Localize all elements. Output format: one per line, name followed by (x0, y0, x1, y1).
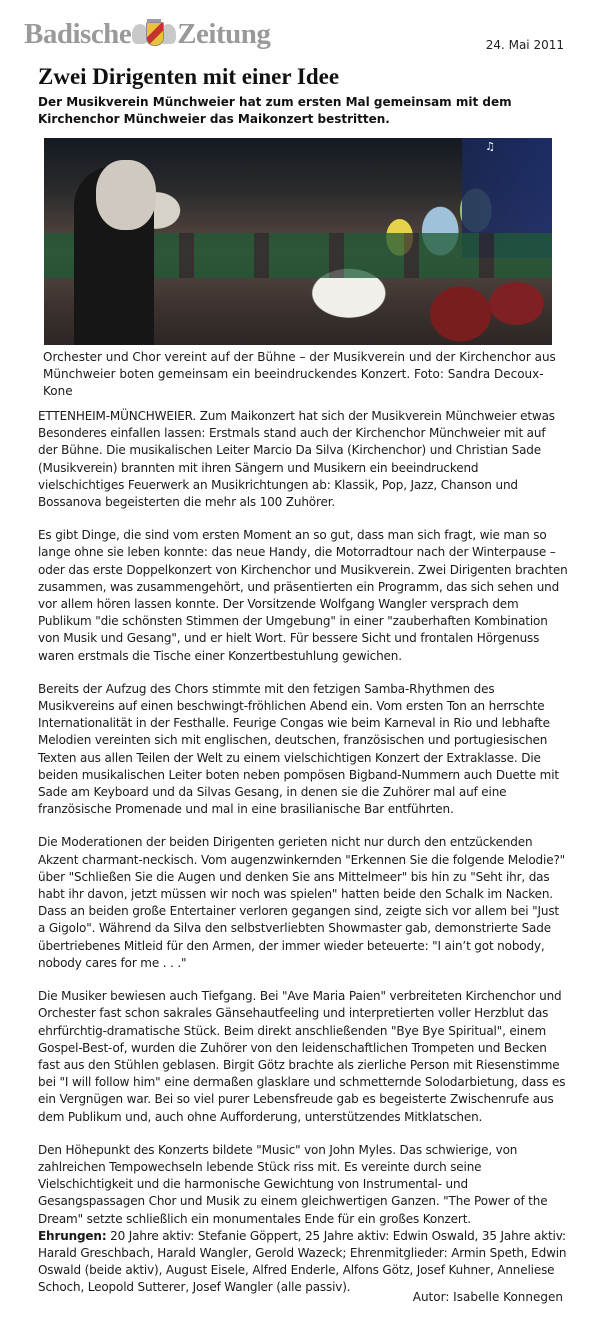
logo-text-left: Badische (24, 17, 132, 50)
conductor-hair (96, 160, 156, 230)
honors-text: 20 Jahre aktiv: Stefanie Göppert, 25 Jahre aktiv: Edwin Oswald, 35 Jahre aktiv: Harald Greschbach, Harald Wangler, Gerold Wazeck; Ehrenmitglieder: Armin Speth, Edwin Oswald (beide aktiv), August Eisele, Alfred Enderle, Alfons Götz, Josef Kuhner, Anneliese Schoch, Leopold Sutterer, Josef Wangler (alle passiv). (38, 1228, 567, 1295)
paragraph-3: Bereits der Aufzug des Chors stimmte mit den fetzigen Samba-Rhythmen des Musikvereins auf einen beschwingt-fröhlichen Abend ein. Vom ersten Ton an herrschte Internationalität in der Festhalle. Feurige Congas wie beim Karneval in Rio und lebhafte Melodien vereinten sich mit englischen, deutschen, französischen und portugiesischen Texten aus allen Teilen der Welt zu einem vielschichtigen Konzert der Extraklasse. Die beiden musikalischen Leiter boten neben pompösen Bigband-Nummern auch Duette mit Sade am Keyboard und da Silvas Gesang, in denen sie die Zuhörer mal auf eine französische Promenade und mal in eine brasilianische Bar entführten. (38, 681, 559, 817)
paragraph-5: Die Musiker bewiesen auch Tiefgang. Bei "Ave Maria Paien" verbreiteten Kirchenchor und Orchester fast schon sakrales Gänsehautfeeling und interpretierten voller Herzblut das ehrfürchtig-dramatische Stück. Beim direkt anschließenden "Bye Bye Spiritual", einem Gospel-Best-of, wurden die Zuhörer von den leidenschaftlichen Trompeten und Becken fast aus den Stühlen geblasen. Birgit Götz brachte als zierliche Person mit Riesenstimme bei "I will follow him" eine dermaßen glasklare und schmetternde Solodarbietung, dass es ein Vergnügen war. Bei so viel purer Lebensfreude gab es begeisterte Zwischenrufe aus dem Publikum und, auch ohne Aufforderung, unterstützendes Mitklatschen. (38, 989, 566, 1124)
publication-date: 24. Mai 2011 (485, 38, 564, 52)
coat-of-arms-icon (132, 19, 176, 49)
logo-text-right: Zeitung (177, 17, 271, 50)
photo-caption: Orchester und Chor vereint auf der Bühne – der Musikverein und der Kirchenchor aus Münchweier boten gemeinsam ein beeindruckendes Konzert. Foto: Sandra Decoux-Kone (43, 350, 556, 398)
article-body (38, 408, 568, 1313)
honors-paragraph (38, 1228, 568, 1297)
paragraph-2: Es gibt Dinge, die sind vom ersten Moment an so gut, dass man sich fragt, wie man so lange ohne sie leben konnte: das neue Handy, die Motorradtour nach der Winterpause – oder das erste Doppelkonzert von Kirchenchor und Musikverein. Zwei Dirigenten brachten zusammen, was zusammengehört, und präsentierten ein Programm, das sich sehen und vor allem hören lassen konnte. Der Vorsitzende Wolfgang Wangler versprach dem Publikum "die schönsten Stimmen der Umgebung" in einer "zauberhaften Kombination von Musik und Gesang", und er hielt Wort. Für bessere Sicht und frontalen Hörgenuss waren erstmals die Tische einer Konzertbestuhlung gewichen. (38, 528, 568, 663)
author-credit: Autor: Isabelle Konnegen (412, 1290, 563, 1304)
article-photo (44, 138, 552, 345)
article-title: Zwei Dirigenten mit einer Idee (38, 64, 340, 89)
paragraph-4: Die Moderationen der beiden Dirigenten gerieten nicht nur durch den entzückenden Akzent charmant-neckisch. Vom augenzwinkernden "Erkennen Sie die folgende Melodie?" über "Schließen Sie die Augen und denken Sie ans Mittelmeer" bis hin zu "Seht ihr, das habt ihr davon, jetzt müssen wir noch was spielen" hatten beide den Schalk im Nacken. Dass an beiden große Entertainer verloren gegangen sind, zeigte sich vor allem bei "Just a Gigolo". Während da Silva den selbstverliebten Showmaster gab, demonstrierte Sade übertriebenes Mitleid für den Armen, der immer wieder beteuerte: "I ain’t got nobody, nobody cares for me . . ." (38, 835, 566, 970)
paragraph-1: ETTENHEIM-MÜNCHWEIER. Zum Maikonzert hat sich der Musikverein Münchweier etwas Besonderes einfallen lassen: Erstmals stand auch der Kirchenchor Münchweier mit auf der Bühne. Die musikalischen Leiter Marcio Da Silva (Kirchenchor) und Christian Sade (Musikverein) brannten mit ihren Sängern und Musikern ein beeindruckend vielschichtiges Feuerwerk an Musikrichtungen ab: Klassik, Pop, Jazz, Chanson und Bossanova begeisterten die mehr als 100 Zuhörer. (38, 409, 555, 510)
article-subtitle: Der Musikverein Münchweier hat zum ersten Mal gemeinsam mit dem Kirchenchor Münchweier das Maikonzert bestritten. (38, 95, 512, 126)
honors-label: Ehrungen: (38, 1228, 107, 1243)
newspaper-logo[interactable] (24, 14, 270, 54)
music-note-icon: ♫ (485, 140, 495, 153)
masthead (24, 14, 564, 54)
paragraph-6: Den Höhepunkt des Konzerts bildete "Music" von John Myles. Das schwierige, von zahlreichen Tempowechseln lebende Stück riss mit. Es vereinte durch seine Vielschichtigkeit und die harmonische Gewichtung von Instrumental- und Gesangspassagen Chor und Musik zu einem gleichwertigen Ganzen. "The Power of the Dream" setzte schließlich ein monumentales Ende für ein großes Konzert. (38, 1142, 548, 1226)
